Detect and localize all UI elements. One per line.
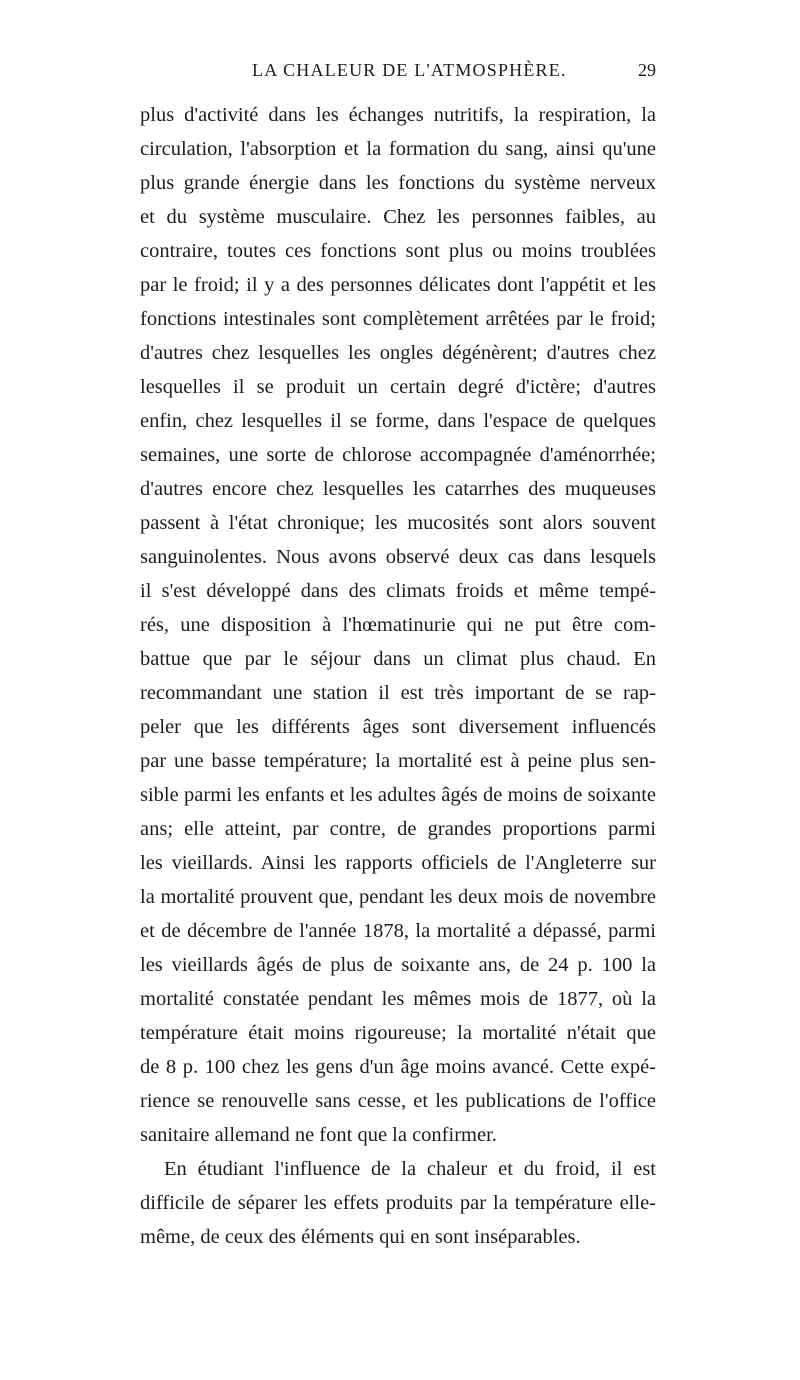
text-line: par le froid; il y a des personnes délicates dont l'appétit et les [140, 274, 656, 296]
text-line: de 8 p. 100 chez les gens d'un âge moins avancé. Cette expé- [140, 1056, 656, 1078]
text-line: par une basse température; la mortalité est à peine plus sen- [140, 750, 656, 772]
text-line: même, de ceux des éléments qui en sont inséparables. [140, 1226, 581, 1248]
text-line: la mortalité prouvent que, pendant les deux mois de novembre [140, 886, 656, 908]
text-line: les vieillards. Ainsi les rapports officiels de l'Angleterre sur [140, 852, 656, 874]
text-line: lesquelles il se produit un certain degré d'ictère; d'autres [140, 376, 656, 398]
text-line: battue que par le séjour dans un climat plus chaud. En [140, 648, 656, 670]
text-line: les vieillards âgés de plus de soixante ans, de 24 p. 100 la [140, 954, 656, 976]
text-line: fonctions intestinales sont complètement arrêtées par le froid; [140, 308, 656, 330]
text-line: circulation, l'absorption et la formation du sang, ainsi qu'une [140, 138, 656, 160]
text-line: plus grande énergie dans les fonctions du système nerveux [140, 172, 656, 194]
text-line: sanitaire allemand ne font que la confirmer. [140, 1124, 497, 1146]
text-line: mortalité constatée pendant les mêmes mois de 1877, où la [140, 988, 656, 1010]
text-line: passent à l'état chronique; les mucosités sont alors souvent [140, 512, 656, 534]
text-line: rés, une disposition à l'hœmatinurie qui ne put être com- [140, 614, 656, 636]
text-line: semaines, une sorte de chlorose accompagnée d'aménorrhée; [140, 444, 656, 466]
body-text [140, 98, 656, 1254]
running-head [140, 60, 656, 90]
text-line: et de décembre de l'année 1878, la mortalité a dépassé, parmi [140, 920, 656, 942]
text-line: peler que les différents âges sont diversement influencés [140, 716, 656, 738]
page-number: 29 [638, 60, 656, 80]
running-title: LA CHALEUR DE L'ATMOSPHÈRE. [252, 60, 567, 80]
text-line: et du système musculaire. Chez les personnes faibles, au [140, 206, 656, 228]
text-line: sible parmi les enfants et les adultes âgés de moins de soixante [140, 784, 656, 806]
text-line: d'autres encore chez lesquelles les catarrhes des muqueuses [140, 478, 656, 500]
text-line: d'autres chez lesquelles les ongles dégénèrent; d'autres chez [140, 342, 656, 364]
text-line: ans; elle atteint, par contre, de grandes proportions parmi [140, 818, 656, 840]
text-line: difficile de séparer les effets produits par la température elle- [140, 1192, 656, 1214]
text-line: sanguinolentes. Nous avons observé deux cas dans lesquels [140, 546, 656, 568]
text-line: plus d'activité dans les échanges nutritifs, la respiration, la [140, 104, 656, 126]
text-line: température était moins rigoureuse; la mortalité n'était que [140, 1022, 656, 1044]
text-line: En étudiant l'influence de la chaleur et du froid, il est [164, 1158, 656, 1180]
text-line: recommandant une station il est très important de se rap- [140, 682, 656, 704]
text-line: il s'est développé dans des climats froids et même tempé- [140, 580, 656, 602]
text-line: contraire, toutes ces fonctions sont plus ou moins troublées [140, 240, 656, 262]
text-line: enfin, chez lesquelles il se forme, dans l'espace de quelques [140, 410, 656, 432]
text-line: rience se renouvelle sans cesse, et les publications de l'office [140, 1090, 656, 1112]
